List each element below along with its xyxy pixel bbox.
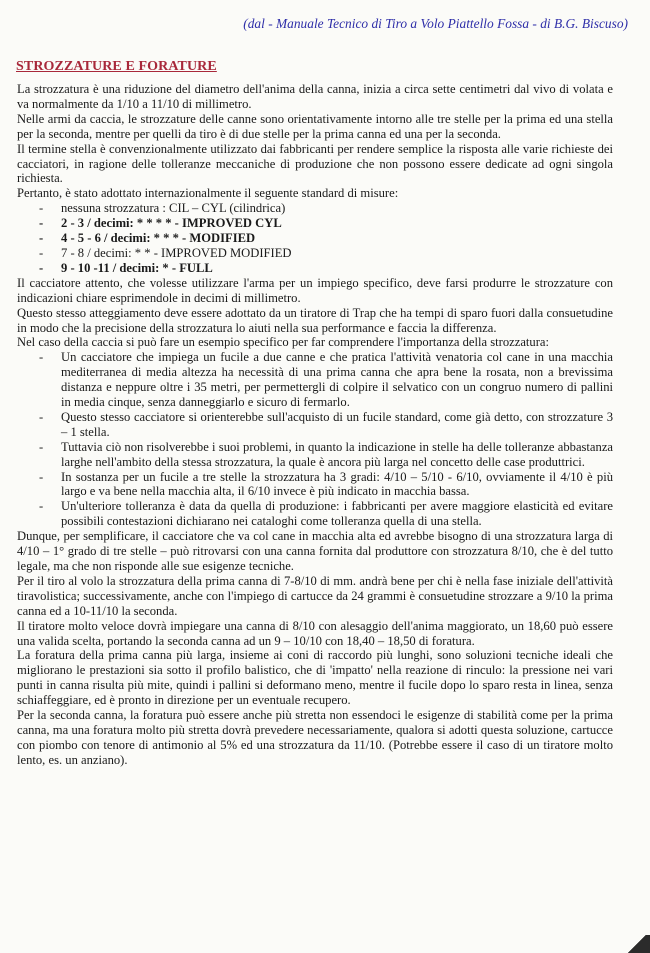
page-corner-fold (624, 935, 650, 953)
document-body (17, 82, 613, 768)
standard-list (17, 201, 613, 276)
paragraph: La foratura della prima canna più larga, insieme ai coni di raccordo più lunghi, sono soluzioni tecniche ideali che migliorano le prestazioni sia sotto il profilo balistico, che di 'impatto' nella reazione di rinculo: la pressione nei vari punti in canna risulta più mite, quindi i pallini si deformano meno, mentre il fucile dopo lo sparo resta in linea, senza schiaffeggiare, ed è pronto in direzione per un eventuale recupero. (17, 648, 613, 708)
paragraph: Per la seconda canna, la foratura può essere anche più stretta non essendoci le esigenze di stabilità come per la prima canna, ma una foratura molto più stretta dovrà prevedere necessariamente, qualora si adotti questa soluzione, cartucce con piombo con tenore di antimonio al 5% ed una strozzatura da 11/10. (Potrebbe essere il caso di un tiratore molto lento, es. un anziano). (17, 708, 613, 767)
standard-list-item: - 9 - 10 -11 / decimi: * - FULL (17, 261, 613, 276)
standard-list-item: - 7 - 8 / decimi: * * - IMPROVED MODIFIED (17, 246, 613, 261)
paragraph: Il tiratore molto veloce dovrà impiegare una canna di 8/10 con alesaggio dell'anima maggiorato, un 18,60 può essere una valida scelta, portando la seconda canna ad un 9 – 10/10 con 18,40 – 18,50 di foratura. (17, 618, 613, 648)
standard-list-item: - 4 - 5 - 6 / decimi: * * * - MODIFIED (17, 231, 613, 246)
section-title: STROZZATURE E FORATURE (16, 59, 217, 74)
example-list-item: - Tuttavia ciò non risolverebbe i suoi problemi, in quanto la indicazione in stelle ha delle tolleranze abbastanza larghe nell'ambito della stessa strozzatura, la quale è ancora più larga nel concetto delle case produttrici. (17, 440, 613, 470)
paragraph: Dunque, per semplificare, il cacciatore che va col cane in macchia alta ed avrebbe bisogno di una strozzatura larga di 4/10 – 1° grado di tre stelle – può ritrovarsi con una canna fornita dal produttore con strozzatura 8/10, che è del tutto legale, ma che non risponde alle sue esigenze tecniche. (17, 529, 613, 573)
paragraph: Il cacciatore attento, che volesse utilizzare l'arma per un impiego specifico, deve farsi produrre le strozzature con indicazioni chiare esprimendole in decimi di millimetro. (17, 275, 613, 305)
example-list-item: - Un cacciatore che impiega un fucile a due canne e che pratica l'attività venatoria col cane in una macchia mediterranea di media altezza ha necessità di una prima canna che apra bene la rosata, non a brevissima distanza e neppure oltre i 35 metri, per permettergli di colpire il selvatico con un congruo numero di pallini in media cinque, senza danneggiarlo e sicuro di fermarlo. (17, 350, 613, 410)
paragraph: Nel caso della caccia si può fare un esempio specifico per far comprendere l'importanza della strozzatura: (17, 335, 549, 350)
example-list-item: - In sostanza per un fucile a tre stelle la strozzatura ha 3 gradi: 4/10 – 5/10 - 6/10, ovviamente il 4/10 è più largo e va bene nella macchia alta, il 6/10 invece è più indicato in macchia bassa. (17, 470, 613, 500)
paragraph: Per il tiro al volo la strozzatura della prima canna di 7-8/10 di mm. andrà bene per chi è nella fase iniziale dell'attività tiravolistica; successivamente, anche con l'impiego di cartucce da 24 grammi è consuetudine strozzare a 9/10 la prima canna ed a 10-11/10 la seconda. (17, 573, 613, 618)
paragraph: Questo stesso atteggiamento deve essere adottato da un tiratore di Trap che ha tempi di sparo fuori dalla consuetudine in modo che la precisione della strozzatura lo aiuti nella sua performance e faccia la differenza. (17, 305, 613, 335)
paragraph: Pertanto, è stato adottato internazionalmente il seguente standard di misure: (17, 186, 399, 201)
example-list-item: - Un'ulteriore tolleranza è data da quella di produzione: i fabbricanti per avere maggiore elasticità ed evitare possibili contestazioni dichiarano nei cataloghi come tolleranza quella di una stella. (17, 499, 613, 529)
example-list (17, 350, 613, 529)
paragraph: Il termine stella è convenzionalmente utilizzato dai fabbricanti per rendere semplice la risposta alle varie richieste dei cacciatori, in ragione delle tolleranze meccaniche di produzione che non possono essere dedicate ad ogni singola richiesta. (17, 141, 613, 186)
paragraph: Nelle armi da caccia, le strozzature delle canne sono orientativamente intorno alle tre stelle per la prima ed una stella per la seconda, mentre per quelli da tiro è di due stelle per la prima canna ed una per la seconda. (17, 111, 613, 141)
standard-list-item: - 2 - 3 / decimi: * * * * - IMPROVED CYL (17, 216, 613, 231)
example-list-item: - Questo stesso cacciatore si orienterebbe sull'acquisto di un fucile standard, come già detto, con strozzature 3 – 1 stella. (17, 410, 613, 440)
source-citation: (dal - Manuale Tecnico di Tiro a Volo Piattello Fossa - di B.G. Biscuso) (243, 16, 628, 31)
paragraph: La strozzatura è una riduzione del diametro dell'anima della canna, inizia a circa sette centimetri dal vivo di volata e va normalmente da 1/10 a 11/10 di millimetro. (17, 82, 613, 111)
standard-list-item: - nessuna strozzatura : CIL – CYL (cilindrica) (17, 201, 613, 216)
